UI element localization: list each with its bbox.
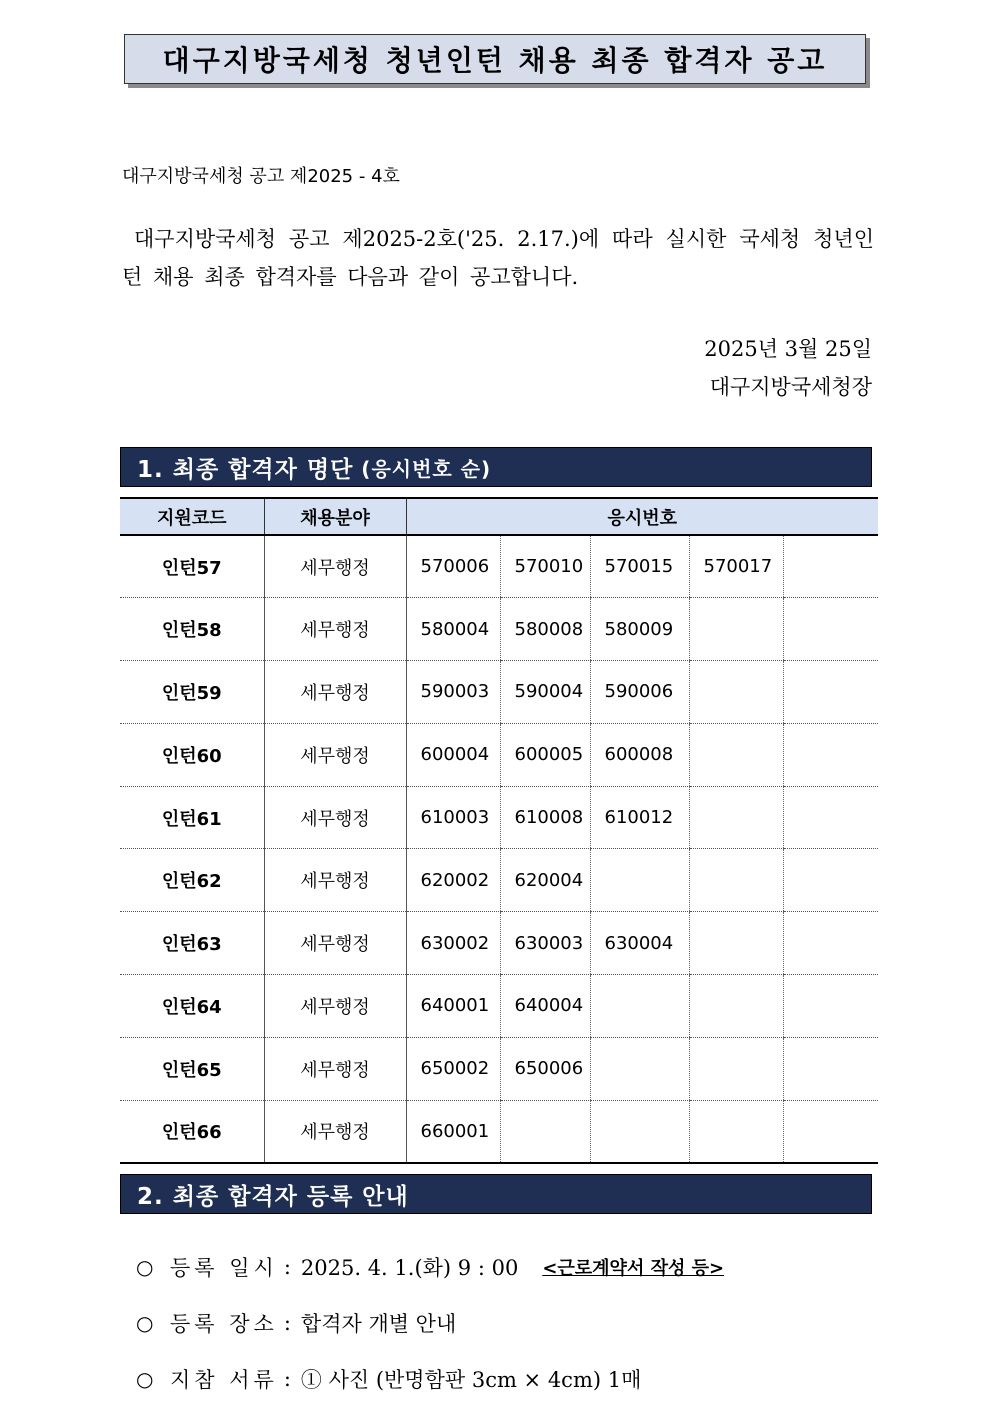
page-title: 대구지방국세청 청년인턴 채용 최종 합격자 공고 [124, 34, 866, 84]
applicant-number: 650006 [500, 1037, 590, 1100]
applicant-number: 630002 [406, 912, 500, 975]
applicant-number: 640001 [406, 975, 500, 1038]
row-field: 세무행정 [264, 786, 406, 849]
applicant-number [783, 1100, 878, 1163]
applicant-number [783, 1037, 878, 1100]
row-field: 세무행정 [264, 912, 406, 975]
registration-value: 합격자 개별 안내 [300, 1312, 457, 1336]
section-2-title: 2. 최종 합격자 등록 안내 [137, 1183, 409, 1210]
applicant-number: 570006 [406, 535, 500, 598]
registration-datetime [136, 1252, 724, 1282]
applicant-number: 630003 [500, 912, 590, 975]
registration-label: 등록 일시 [170, 1256, 278, 1280]
applicant-number [500, 1100, 590, 1163]
applicant-number: 570010 [500, 535, 590, 598]
applicant-number: 610012 [590, 786, 689, 849]
registration-label: 등록 장소 [170, 1312, 278, 1336]
applicant-number: 660001 [406, 1100, 500, 1163]
applicant-number: 610003 [406, 786, 500, 849]
applicant-number [590, 1037, 689, 1100]
applicant-number [689, 598, 783, 661]
applicant-number [689, 723, 783, 786]
registration-location [136, 1308, 456, 1338]
header-code: 지원코드 [120, 498, 264, 535]
registration-value: 2025. 4. 1.(화) 9 : 00 [300, 1256, 519, 1280]
applicant-number: 640004 [500, 975, 590, 1038]
applicant-number: 590006 [590, 661, 689, 724]
separator: : [283, 1367, 291, 1391]
table-row [120, 975, 878, 1038]
applicant-number: 600004 [406, 723, 500, 786]
row-field: 세무행정 [264, 723, 406, 786]
row-code: 인턴66 [120, 1100, 264, 1163]
applicant-number [689, 1037, 783, 1100]
row-code: 인턴63 [120, 912, 264, 975]
applicant-number [783, 849, 878, 912]
applicant-number [783, 598, 878, 661]
applicant-number [689, 912, 783, 975]
applicant-number [689, 975, 783, 1038]
applicant-number [783, 535, 878, 598]
row-field: 세무행정 [264, 598, 406, 661]
row-code: 인턴65 [120, 1037, 264, 1100]
row-code: 인턴58 [120, 598, 264, 661]
bullet-icon: ○ [136, 1311, 154, 1335]
registration-label: 지참 서류 [170, 1368, 278, 1392]
applicant-number: 590003 [406, 661, 500, 724]
applicant-number: 580008 [500, 598, 590, 661]
table-row [120, 535, 878, 598]
applicant-number [590, 849, 689, 912]
registration-value: ① 사진 (반명함판 3cm × 4cm) 1매 [300, 1368, 642, 1392]
bullet-icon: ○ [136, 1367, 154, 1391]
row-code: 인턴59 [120, 661, 264, 724]
applicant-number [783, 912, 878, 975]
applicant-number: 650002 [406, 1037, 500, 1100]
row-field: 세무행정 [264, 1037, 406, 1100]
notice-number: 대구지방국세청 공고 제2025 - 4호 [122, 166, 400, 187]
table-header-row [120, 498, 878, 535]
applicant-number: 570015 [590, 535, 689, 598]
bullet-icon: ○ [136, 1255, 154, 1279]
applicant-number [783, 661, 878, 724]
section-1-title: 1. 최종 합격자 명단 [137, 456, 354, 483]
applicant-number: 630004 [590, 912, 689, 975]
applicant-number: 570017 [689, 535, 783, 598]
row-field: 세무행정 [264, 1100, 406, 1163]
row-field: 세무행정 [264, 849, 406, 912]
header-numbers: 응시번호 [406, 498, 878, 535]
table-row [120, 723, 878, 786]
header-field: 채용분야 [264, 498, 406, 535]
final-roster-table [120, 497, 878, 1164]
table-row [120, 786, 878, 849]
registration-note: <근로계약서 작성 등> [542, 1258, 725, 1279]
applicant-number [783, 975, 878, 1038]
separator: : [283, 1255, 291, 1279]
applicant-number: 590004 [500, 661, 590, 724]
row-field: 세무행정 [264, 975, 406, 1038]
applicant-number [783, 786, 878, 849]
row-code: 인턴60 [120, 723, 264, 786]
table-row [120, 849, 878, 912]
row-code: 인턴62 [120, 849, 264, 912]
table-row [120, 598, 878, 661]
table-row [120, 912, 878, 975]
registration-documents [136, 1364, 641, 1394]
row-code: 인턴61 [120, 786, 264, 849]
row-field: 세무행정 [264, 535, 406, 598]
applicant-number [689, 1100, 783, 1163]
table-row [120, 1100, 878, 1163]
applicant-number: 600005 [500, 723, 590, 786]
applicant-number [689, 786, 783, 849]
applicant-number [590, 975, 689, 1038]
section-1-subtitle: (응시번호 순) [361, 456, 492, 481]
issuer: 대구지방국세청장 [709, 375, 872, 399]
separator: : [283, 1311, 291, 1335]
applicant-number [689, 849, 783, 912]
applicant-number: 600008 [590, 723, 689, 786]
notice-body: 대구지방국세청 공고 제2025-2호('25. 2.17.)에 따라 실시한 국세청 청년인턴 채용 최종 합격자를 다음과 같이 공고합니다. [122, 227, 874, 289]
applicant-number [689, 661, 783, 724]
applicant-number [783, 723, 878, 786]
applicant-number: 580009 [590, 598, 689, 661]
applicant-number: 610008 [500, 786, 590, 849]
table-row [120, 661, 878, 724]
row-field: 세무행정 [264, 661, 406, 724]
section-1-header [120, 447, 872, 487]
table-row [120, 1037, 878, 1100]
row-code: 인턴57 [120, 535, 264, 598]
row-code: 인턴64 [120, 975, 264, 1038]
applicant-number: 580004 [406, 598, 500, 661]
notice-date: 2025년 3월 25일 [704, 337, 872, 361]
section-2-header [120, 1174, 872, 1214]
applicant-number: 620002 [406, 849, 500, 912]
applicant-number: 620004 [500, 849, 590, 912]
applicant-number [590, 1100, 689, 1163]
